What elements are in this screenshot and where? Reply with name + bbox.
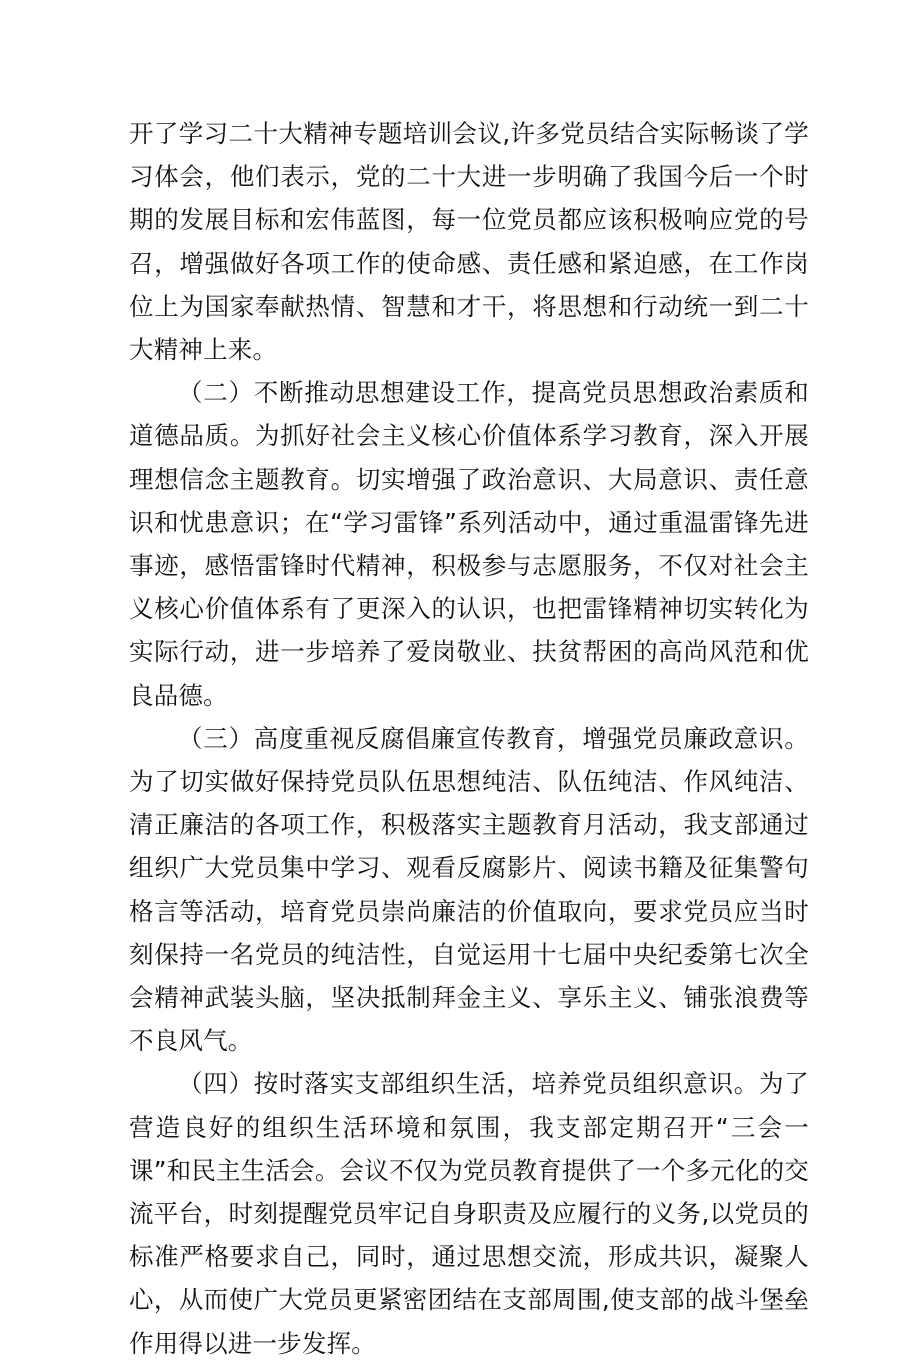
paragraph-continuation: 开了学习二十大精神专题培训会议,许多党员结合实际畅谈了学习体会，他们表示，党的二十大进一步明确了我国今后一个时期的发展目标和宏伟蓝图，每一位党员都应该积极响应党的号召，增强做好各项工作的使命感、责任感和紧迫感，在工作岗位上为国家奉献热情、智慧和才干，将思想和行动统一到二十大精神上来。 (129, 119, 809, 365)
document-body (129, 112, 809, 1365)
paragraph-section-4: （四）按时落实支部组织生活，培养党员组织意识。为了营造良好的组织生活环境和氛围，我支部定期召开“三会一课”和民主生活会。会议不仅为党员教育提供了一个多元化的交流平台，时刻提醒党员牢记自身职责及应履行的义务,以党员的标准严格要求自己，同时，通过思想交流，形成共识，凝聚人心，从而使广大党员更紧密团结在支部周围,使支部的战斗堡垒作用得以进一步发挥。 (129, 1069, 809, 1358)
paragraph-section-2: （二）不断推动思想建设工作，提高党员思想政治素质和道德品质。为抓好社会主义核心价值体系学习教育，深入开展理想信念主题教育。切实增强了政治意识、大局意识、责任意识和忧患意识；在“学习雷锋”系列活动中，通过重温雷锋先进事迹，感悟雷锋时代精神，积极参与志愿服务，不仅对社会主义核心价值体系有了更深入的认识，也把雷锋精神切实转化为实际行动，进一步培养了爱岗敬业、扶贫帮困的高尚风范和优良品德。 (129, 378, 809, 710)
paragraph-section-3: （三）高度重视反腐倡廉宣传教育，增强党员廉政意识。为了切实做好保持党员队伍思想纯洁、队伍纯洁、作风纯洁、清正廉洁的各项工作，积极落实主题教育月活动，我支部通过组织广大党员集中学习、观看反腐影片、阅读书籍及征集警句格言等活动，培育党员崇尚廉洁的价值取向，要求党员应当时刻保持一名党员的纯洁性，自觉运用十七届中央纪委第七次全会精神武装头脑，坚决抵制拜金主义、享乐主义、铺张浪费等不良风气。 (129, 723, 809, 1056)
